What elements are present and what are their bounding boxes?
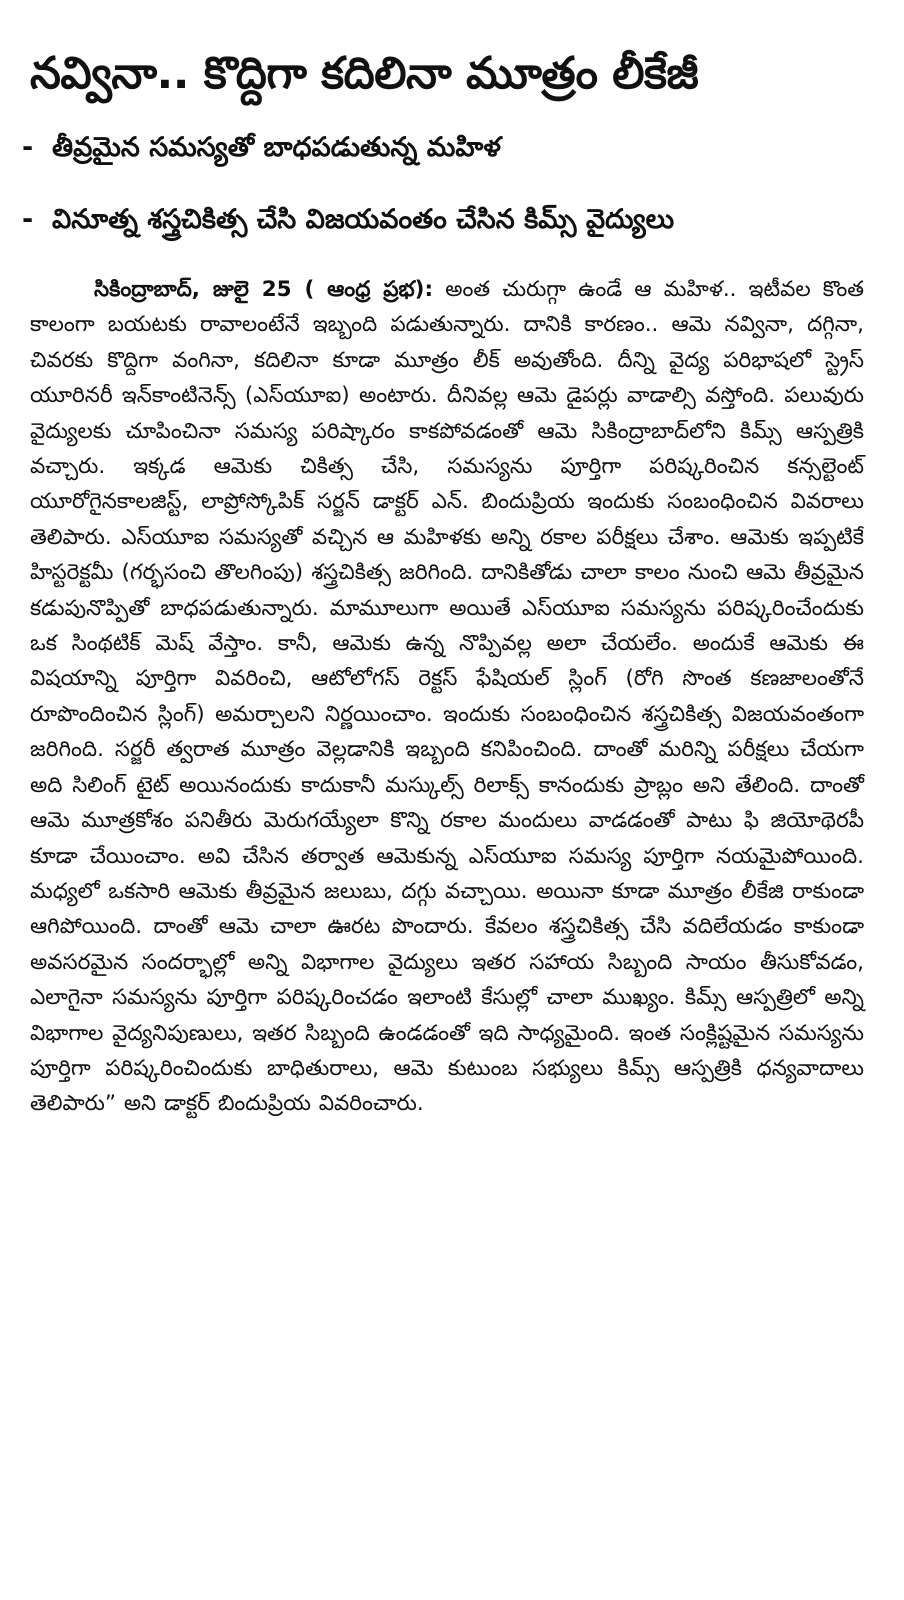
subhead-2-text: వినూత్న శస్త్రచికిత్స చేసి విజయవంతం చేసిన కిమ్స్ వైద్యులు (52, 204, 675, 235)
article-body (30, 272, 864, 1122)
article-body-text: అంత చురుగ్గా ఉండే ఆ మహిళ.. ఇటీవల కొంత కాలంగా బయటకు రావాలంటేనే ఇబ్బంది పడుతున్నారు. దానికి కారణం.. ఆమె నవ్వినా, దగ్గినా, చివరకు కొద్దిగా వంగినా, కదిలినా కూడా మూత్రం లీక్ అవుతోంది. దీన్ని వైద్య పరిభాషలో స్ట్రెస్ యూరినరీ ఇన్‌కాంటినెన్స్ (ఎస్‌యూఐ) అంటారు. దీనివల్ల ఆమె డైపర్లు వాడాల్సి వస్తోంది. పలువురు వైద్యులకు చూపించినా సమస్య పరిష్కారం కాకపోవడంతో ఆమె సికింద్రాబాద్‌లోని కిమ్స్ ఆస్పత్రికి వచ్చారు. ఇక్కడ ఆమెకు చికిత్స చేసి, సమస్యను పూర్తిగా పరిష్కరించిన కన్సల్టెంట్ యూరోగైనకాలజిస్ట్, లాప్రోస్కోపిక్ సర్జన్ డాక్టర్ ఎన్. బిందుప్రియ ఇందుకు సంబంధించిన వివరాలు తెలిపారు. ఎస్‌యూఐ సమస్యతో వచ్చిన ఆ మహిళకు అన్ని రకాల పరీక్షలు చేశాం. ఆమెకు ఇప్పటికే హిస్టరెక్టమీ (గర్భసంచి తొలగింపు) శస్త్రచికిత్స జరిగింది. దానికితోడు చాలా కాలం నుంచి ఆమె తీవ్రమైన కడుపునొప్పితో బాధపడుతున్నారు. మామూలుగా అయితే ఎస్‌యూఐ సమస్యను పరిష్కరించేందుకు ఒక సింథటిక్ మెష్ వేస్తాం. కానీ, ఆమెకు ఉన్న నొప్పివల్ల అలా చేయలేం. అందుకే ఆమెకు ఈ విషయాన్ని పూర్తిగా వివరించి, ఆటోలోగస్ రెక్టస్ ఫేషియల్ స్లింగ్ (రోగి సొంత కణజాలంతోనే రూపొందించిన స్లింగ్) అమర్చాలని నిర్ణయించాం. ఇందుకు సంబంధించిన శస్త్రచికిత్స విజయవంతంగా జరిగింది. సర్జరీ త్వరాత మూత్రం వెల్లడానికి ఇబ్బంది కనిపించింది. దాంతో మరిన్ని పరీక్షలు చేయగా అది సిలింగ్ టైట్ అయినందుకు కాదుకానీ మస్కుల్స్ రిలాక్స్ కానందుకు ప్రాబ్లం అని తేలింది. దాంతో ఆమె మూత్రకోశం పనితీరు మెరుగయ్యేలా కొన్ని రకాల మందులు వాడడంతో పాటు ఫి జియోథెరపీ కూడా చేయించాం. అవి చేసిన తర్వాత ఆమెకున్న ఎస్‌యూఐ సమస్య పూర్తిగా నయమైపోయింది. మధ్యలో ఒకసారి ఆమెకు తీవ్రమైన జలుబు, దగ్గు వచ్చాయి. అయినా కూడా మూత్రం లీకేజి రాకుండా ఆగిపోయింది. దాంతో ఆమె చాలా ఊరట పొందారు. కేవలం శస్త్రచికిత్స చేసి వదిలేయడం కాకుండా అవసరమైన సందర్భాల్లో అన్ని విభాగాల వైద్యులు ఇతర సహాయ సిబ్బంది సాయం తీసుకోవడం, ఎలాగైనా సమస్యను పూర్తిగా పరిష్కరించడం ఇలాంటి కేసుల్లో చాలా ముఖ్యం. కిమ్స్ ఆస్పత్రిలో అన్ని విభాగాల వైద్యనిపుణులు, ఇతర సిబ్బంది ఉండడంతో ఇది సాధ్యమైంది. ఇంత సంక్లిష్టమైన సమస్యను పూర్తిగా పరిష్కరించిందుకు బాధితురాలు, ఆమె కుటుంబ సభ్యులు కిమ్స్ ఆస్పత్రికి ధన్యవాదాలు తెలిపారు” అని డాక్టర్ బిందుప్రియ వివరించారు. (30, 277, 864, 1117)
subhead-1-text: తీవ్రమైన సమస్యతో బాధపడుతున్న మహిళ (52, 132, 501, 163)
subhead-dash: - (22, 204, 34, 235)
subhead-dash: - (22, 132, 34, 163)
subhead-2 (22, 200, 864, 240)
subheads (22, 128, 864, 240)
dateline: సికింద్రాబాద్, జులై 25 ( ఆంధ్ర ప్రభ): (94, 277, 434, 302)
headline: నవ్వినా.. కొద్దిగా కదిలినా మూత్రం లీకేజీ (30, 48, 699, 99)
subhead-1 (22, 128, 864, 168)
